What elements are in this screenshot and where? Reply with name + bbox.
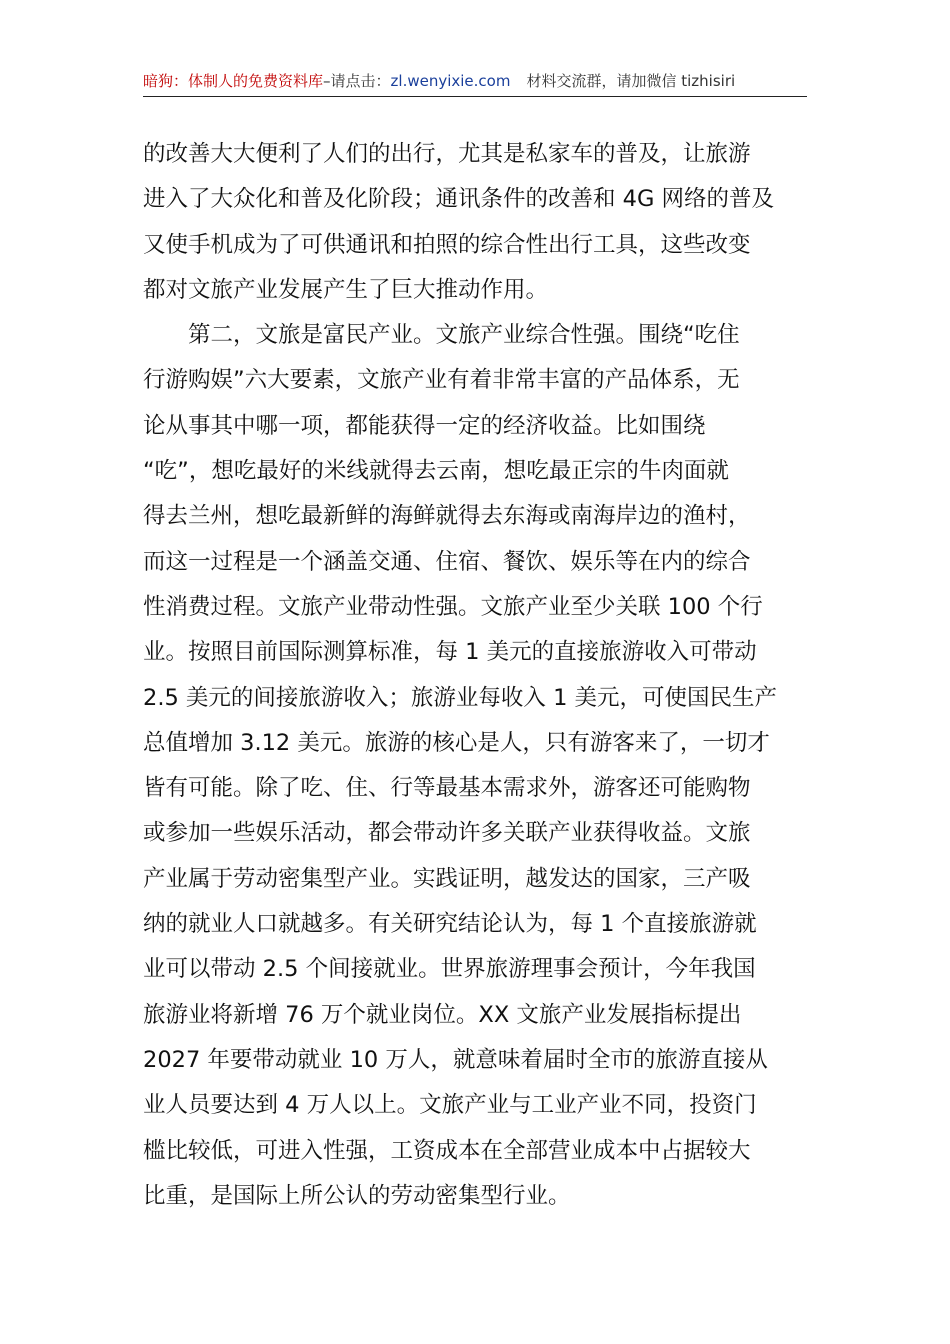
text-line: “吃”，想吃最好的米线就得去云南，想吃最正宗的牛肉面就	[143, 458, 729, 485]
text-line: 又使手机成为了可供通讯和拍照的综合性出行工具，这些改变	[143, 231, 751, 258]
text-line: 行游购娱”六大要素，文旅产业有着非常丰富的产品体系，无	[143, 367, 740, 394]
text-line: 都对文旅产业发展产生了巨大推动作用。	[143, 276, 549, 303]
text-line: 的改善大大便利了人们的出行，尤其是私家车的普及，让旅游	[143, 141, 751, 167]
text-line: 旅游业将新增 76 万个就业岗位。XX 文旅产业发展指标提出	[143, 1001, 742, 1028]
text-line: 产业属于劳动密集型产业。实践证明，越发达的国家，三产吸	[143, 865, 751, 892]
text-line: 业人员要达到 4 万人以上。文旅产业与工业产业不同，投资门	[143, 1092, 757, 1119]
text-line: 2027 年要带动就业 10 万人，就意味着届时全市的旅游直接从	[143, 1046, 768, 1073]
text-line: 业。按照目前国际测算标准，每 1 美元的直接旅游收入可带动	[143, 639, 757, 666]
paragraph-start-line: 第二，文旅是富民产业。文旅产业综合性强。围绕“吃住	[188, 322, 740, 349]
header-link[interactable]: zl.wenyixie.com	[390, 72, 511, 90]
text-line: 或参加一些娱乐活动，都会带动许多关联产业获得收益。文旅	[143, 820, 751, 847]
text-line: 业可以带动 2.5 个间接就业。世界旅游理事会预计，今年我国	[143, 956, 756, 983]
text-line: 2.5 美元的间接旅游收入；旅游业每收入 1 美元，可使国民生产	[143, 684, 778, 711]
text-line: 槛比较低，可进入性强，工资成本在全部营业成本中占据较大	[143, 1137, 751, 1164]
text-line: 纳的就业人口就越多。有关研究结论认为，每 1 个直接旅游就	[143, 911, 757, 938]
text-line: 皆有可能。除了吃、住、行等最基本需求外，游客还可能购物	[143, 775, 751, 802]
text-line: 比重，是国际上所公认的劳动密集型行业。	[143, 1182, 571, 1209]
header-prompt: –请点击：	[323, 72, 391, 90]
text-line: 进入了大众化和普及化阶段；通讯条件的改善和 4G 网络的普及	[143, 186, 775, 213]
header-brand: 暗狗：体制人的免费资料库	[143, 72, 324, 90]
text-line: 而这一过程是一个涵盖交通、住宿、餐饮、娱乐等在内的综合	[143, 548, 751, 575]
page-header	[143, 66, 807, 97]
text-line: 得去兰州，想吃最新鲜的海鲜就得去东海或南海岸边的渔村，	[143, 503, 751, 530]
document-body	[143, 132, 813, 1219]
text-line: 论从事其中哪一项，都能获得一定的经济收益。比如围绕	[143, 412, 706, 439]
text-line: 性消费过程。文旅产业带动性强。文旅产业至少关联 100 个行	[143, 593, 763, 620]
text-line: 总值增加 3.12 美元。旅游的核心是人，只有游客来了，一切才	[143, 729, 770, 756]
header-note: 材料交流群，请加微信 tizhisiri	[526, 72, 736, 90]
